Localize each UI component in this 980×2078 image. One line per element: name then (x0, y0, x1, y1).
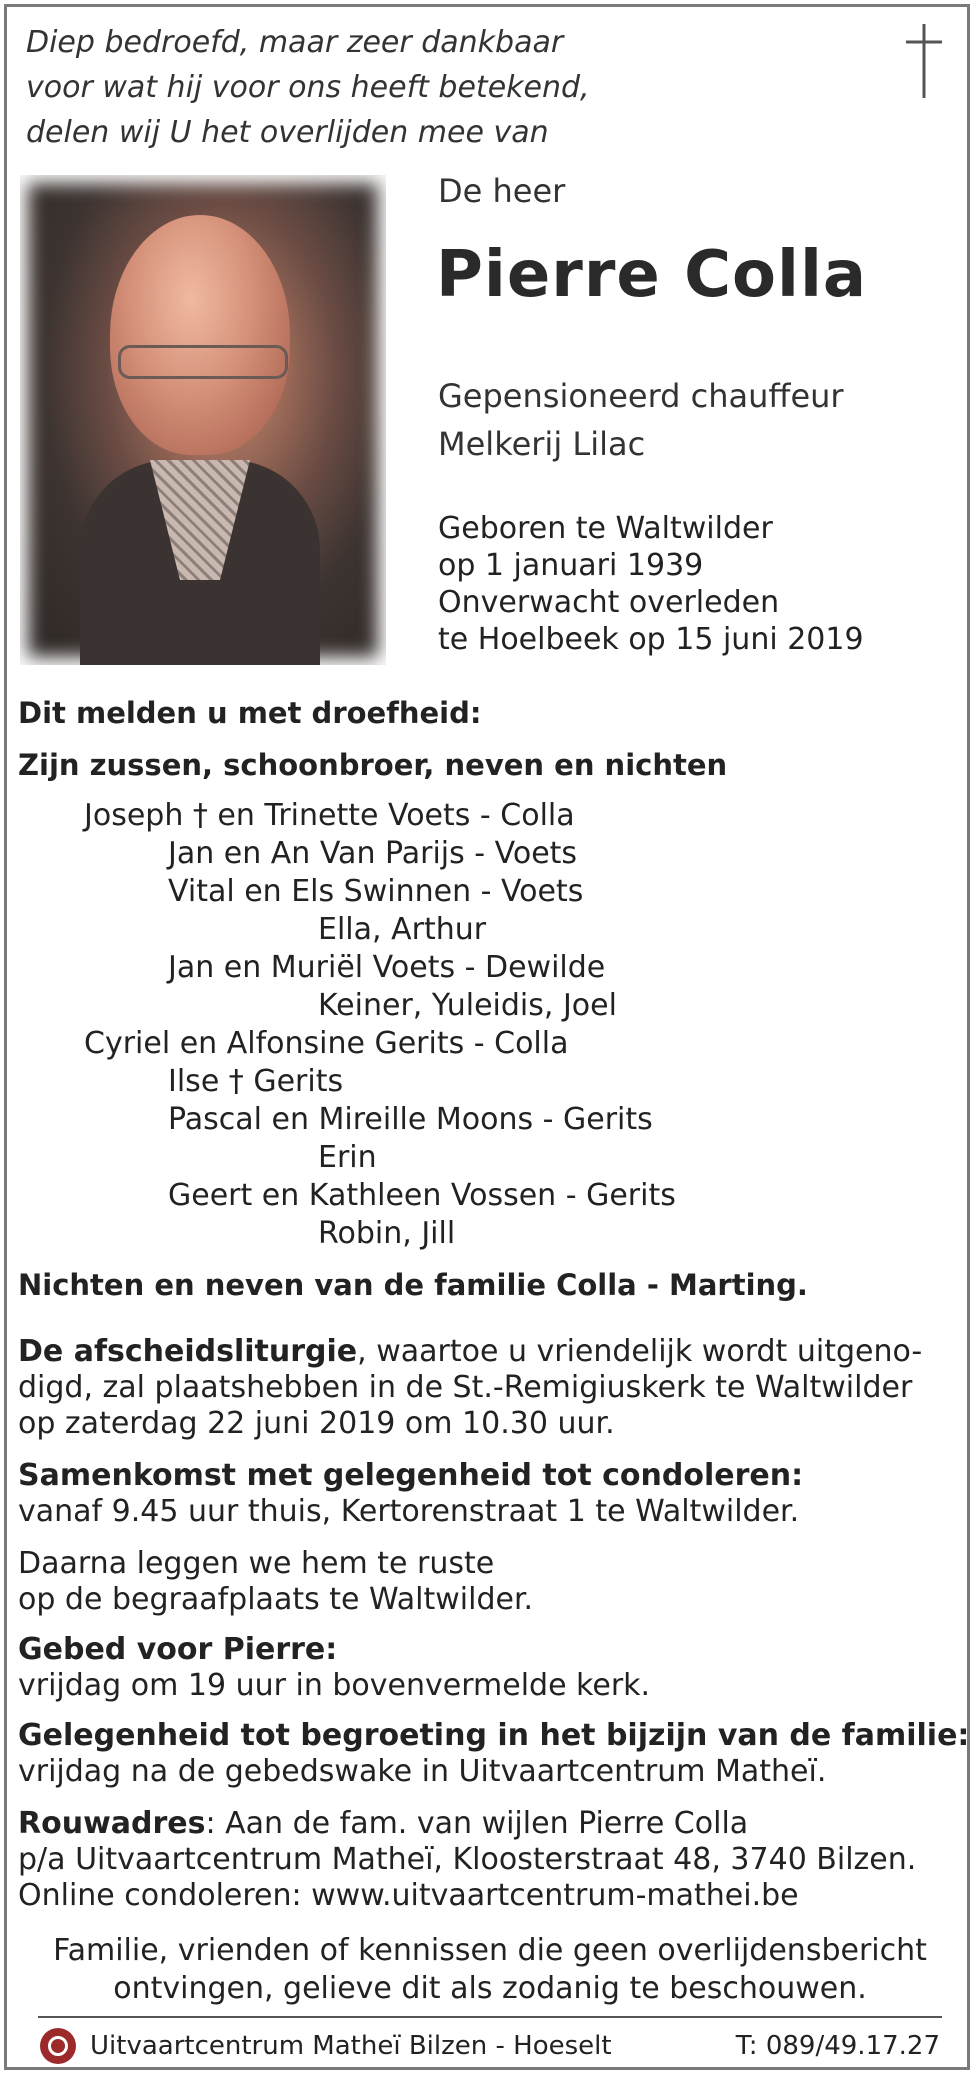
funeral-home-phone: T: 089/49.17.27 (735, 2031, 940, 2061)
intro-line: delen wij U het overlijden mee van (26, 115, 549, 150)
closing-note (0, 1932, 980, 2008)
burial-text: Daarna leggen we hem te ruste (18, 1546, 495, 1581)
funeral-home-logo-icon (40, 2028, 76, 2064)
greeting-heading: Gelegenheid tot begroeting in het bijzijn van de familie: (18, 1718, 970, 1753)
photo-glasses (118, 345, 288, 379)
occupation (438, 372, 844, 468)
burial-block (18, 1546, 533, 1618)
family-member: Robin, Jill (318, 1216, 456, 1251)
liturgy-text: digd, zal plaatshebben in de St.-Remigiuskerk te Waltwilder (18, 1370, 913, 1405)
photo-face (110, 215, 290, 455)
liturgy-heading: De afscheidsliturgie (18, 1334, 358, 1369)
burial-text: op de begraafplaats te Waltwilder. (18, 1582, 534, 1617)
intro-text (26, 20, 590, 155)
liturgy-text: , waartoe u vriendelijk wordt uitgeno- (357, 1334, 923, 1369)
liturgy-text: op zaterdag 22 juni 2019 om 10.30 uur. (18, 1406, 615, 1441)
address-block (18, 1806, 916, 1914)
address-text: : Aan de fam. van wijlen Pierre Colla (205, 1806, 749, 1841)
footer-divider (38, 2016, 942, 2018)
life-dates (438, 510, 864, 658)
announce-heading: Dit melden u met droefheid: (18, 696, 482, 730)
intro-line: voor wat hij voor ons heeft betekend, (26, 70, 590, 105)
address-text: p/a Uitvaartcentrum Matheï, Kloosterstraat 48, 3740 Bilzen. (18, 1842, 917, 1877)
family-member: Cyriel en Alfonsine Gerits - Colla (84, 1026, 569, 1061)
funeral-home-name: Uitvaartcentrum Matheï Bilzen - Hoeselt (90, 2031, 612, 2061)
family-member: Jan en An Van Parijs - Voets (168, 836, 578, 871)
greeting-block (18, 1718, 969, 1790)
intro-line: Diep bedroefd, maar zeer dankbaar (26, 25, 564, 60)
online-condolence-link[interactable]: Online condoleren: www.uitvaartcentrum-mathei.be (18, 1878, 799, 1913)
prayer-block (18, 1632, 650, 1704)
portrait-photo (20, 175, 386, 665)
footer (40, 2028, 940, 2064)
date-line: Onverwacht overleden (438, 585, 780, 620)
condolence-text: vanaf 9.45 uur thuis, Kertorenstraat 1 te Waltwilder. (18, 1494, 800, 1529)
condolence-block (18, 1458, 803, 1530)
liturgy-block (18, 1334, 922, 1442)
family-member: Vital en Els Swinnen - Voets (168, 874, 584, 909)
family-member: Erin (318, 1140, 377, 1175)
prayer-text: vrijdag om 19 uur in bovenvermelde kerk. (18, 1668, 651, 1703)
date-line: op 1 januari 1939 (438, 548, 704, 583)
greeting-text: vrijdag na de gebedswake in Uitvaartcentrum Matheï. (18, 1754, 827, 1789)
family-member: Ilse † Gerits (168, 1064, 344, 1099)
family-member: Joseph † en Trinette Voets - Colla (84, 798, 575, 833)
honorific: De heer (438, 172, 566, 210)
family-heading: Zijn zussen, schoonbroer, neven en nichten (18, 748, 728, 782)
cross-icon (904, 22, 944, 100)
family-member: Geert en Kathleen Vossen - Gerits (168, 1178, 676, 1213)
occupation-line: Gepensioneerd chauffeur (438, 377, 844, 415)
prayer-heading: Gebed voor Pierre: (18, 1632, 338, 1667)
address-heading: Rouwadres (18, 1806, 206, 1841)
date-line: te Hoelbeek op 15 juni 2019 (438, 622, 864, 657)
family-member: Jan en Muriël Voets - Dewilde (168, 950, 606, 985)
deceased-name: Pierre Colla (436, 238, 868, 312)
family-member: Ella, Arthur (318, 912, 487, 947)
condolence-heading: Samenkomst met gelegenheid tot condoleren: (18, 1458, 804, 1493)
family-member: Keiner, Yuleidis, Joel (318, 988, 617, 1023)
date-line: Geboren te Waltwilder (438, 511, 773, 546)
closing-line: ontvingen, gelieve dit als zodanig te beschouwen. (113, 1971, 867, 2006)
family-member: Pascal en Mireille Moons - Gerits (168, 1102, 653, 1137)
cousins-line: Nichten en neven van de familie Colla - Marting. (18, 1268, 808, 1302)
closing-line: Familie, vrienden of kennissen die geen overlijdensbericht (53, 1933, 927, 1968)
occupation-line: Melkerij Lilac (438, 425, 646, 463)
